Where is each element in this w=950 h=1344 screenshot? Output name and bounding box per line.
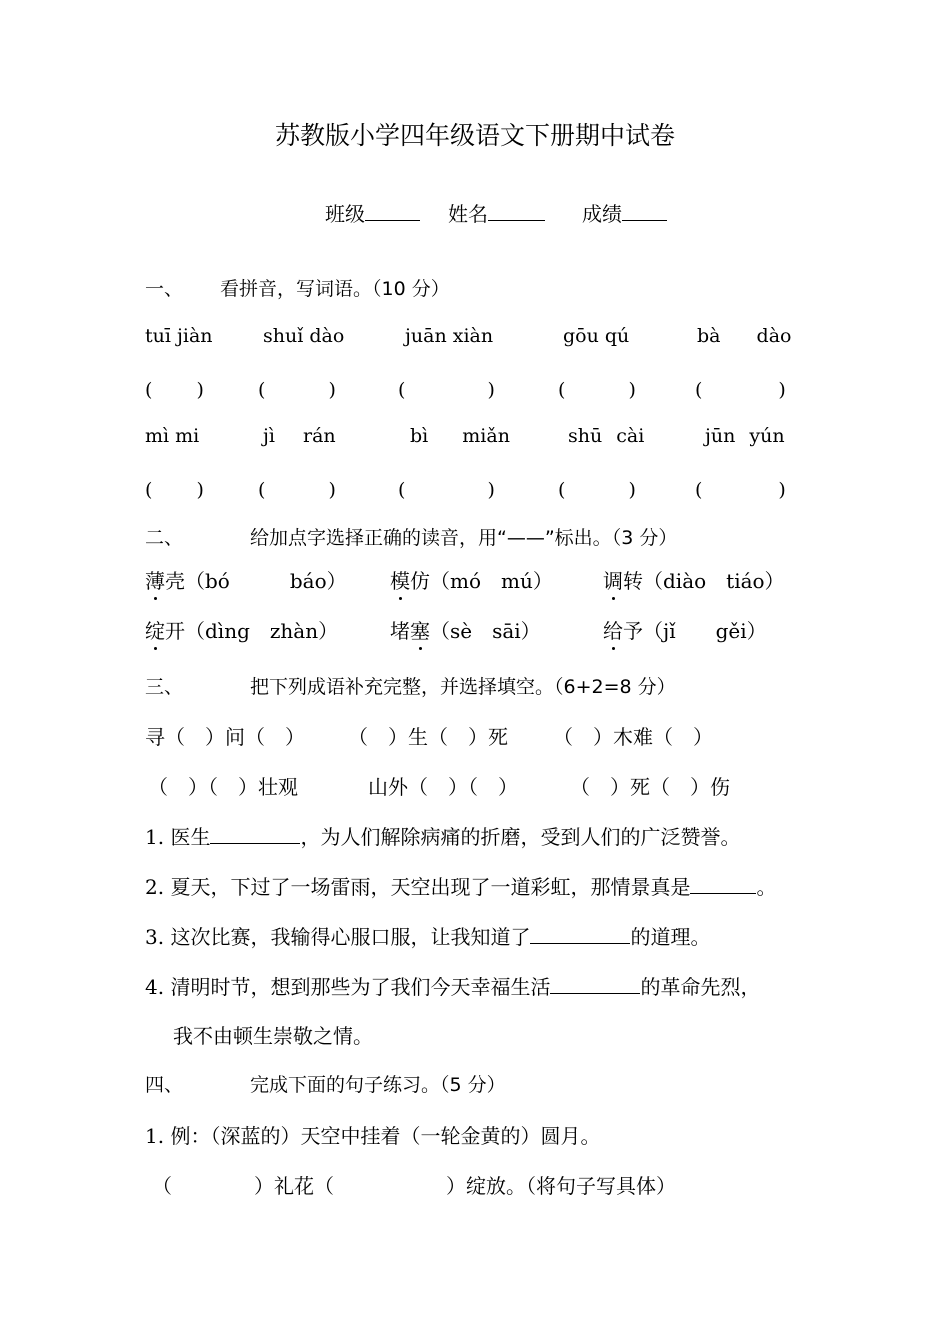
score-label: 成绩 bbox=[582, 202, 622, 226]
answer-paren-4[interactable]: ( ) bbox=[558, 379, 636, 401]
reading-item-mofang: 模仿（mó mú） bbox=[390, 565, 553, 594]
name-field bbox=[448, 198, 545, 227]
fill-question-4: 4. 清明时节，想到那些为了我们今天幸福生活 的革命先烈， bbox=[145, 971, 760, 1000]
answer-paren-3[interactable]: ( ) bbox=[398, 379, 495, 401]
page-title: 苏教版小学四年级语文下册期中试卷 bbox=[274, 121, 675, 150]
idiom-shengsi[interactable]: （ ）生（ ）死 bbox=[348, 725, 508, 749]
reading-item-zhankai: 绽开（dìng zhàn） bbox=[145, 615, 338, 644]
section4-heading: 完成下面的句子练习。（5 分） bbox=[250, 1074, 506, 1096]
fill-question-3: 3. 这次比赛，我输得心服口服，让我知道了 的道理。 bbox=[145, 921, 710, 950]
pinyin-shuidao: shuǐ dào bbox=[263, 325, 345, 347]
class-label: 班级 bbox=[325, 202, 365, 226]
fill-blank-1[interactable] bbox=[210, 821, 300, 844]
section1-number: 一、 bbox=[145, 278, 184, 300]
idiom-munan[interactable]: （ ）木难（ ） bbox=[553, 725, 713, 749]
fill-blank-3[interactable] bbox=[530, 921, 630, 944]
pinyin-tuijian: tuī jiàn bbox=[145, 325, 213, 347]
section2-heading: 给加点字选择正确的读音，用“——”标出。（3 分） bbox=[250, 527, 678, 549]
fill-blank-2[interactable] bbox=[690, 871, 756, 894]
section3-heading: 把下列成语补充完整，并选择填空。（6+2=8 分） bbox=[250, 676, 676, 698]
idiom-sishang[interactable]: （ ）死（ ）伤 bbox=[570, 775, 730, 799]
fill-question-2: 2. 夏天，下过了一场雷雨，天空出现了一道彩虹，那情景真是 。 bbox=[145, 871, 776, 900]
section2-number: 二、 bbox=[145, 527, 184, 549]
fill-blank-4[interactable] bbox=[550, 971, 640, 994]
sentence-example: 1. 例：（深蓝的）天空中挂着（一轮金黄的）圆月。 bbox=[145, 1124, 601, 1148]
idiom-zhuangguan[interactable]: （ ）（ ）壮观 bbox=[148, 775, 298, 799]
class-blank[interactable] bbox=[365, 200, 420, 221]
section1-heading: 看拼音，写词语。（10 分） bbox=[220, 278, 450, 300]
reading-item-diaozhuan: 调转（diào tiáo） bbox=[603, 565, 785, 594]
section3-number: 三、 bbox=[145, 676, 184, 698]
pinyin-badao: bà dào bbox=[697, 325, 792, 347]
pinyin-jiran: jì rán bbox=[263, 425, 336, 447]
fill-question-1: 1. 医生 ，为人们解除病痛的折磨，受到人们的广泛赞誉。 bbox=[145, 821, 740, 850]
score-field bbox=[582, 198, 667, 227]
sentence-task: （ ）礼花（ ）绽放。（将句子写具体） bbox=[152, 1174, 676, 1198]
pinyin-mimi: mì mi bbox=[145, 425, 200, 447]
name-blank[interactable] bbox=[488, 200, 545, 221]
idiom-xunwen[interactable]: 寻（ ）问（ ） bbox=[145, 725, 305, 749]
reading-item-jiyu: 给予（jǐ gěi） bbox=[603, 615, 767, 644]
section4-number: 四、 bbox=[145, 1074, 184, 1096]
answer-paren-6[interactable]: ( ) bbox=[145, 479, 204, 501]
answer-paren-8[interactable]: ( ) bbox=[398, 479, 495, 501]
answer-paren-7[interactable]: ( ) bbox=[258, 479, 336, 501]
pinyin-gouqu: gōu qú bbox=[563, 325, 630, 347]
fill-question-4-cont: 我不由顿生崇敬之情。 bbox=[173, 1024, 373, 1048]
idiom-shanwai[interactable]: 山外（ ）（ ） bbox=[368, 775, 518, 799]
reading-item-boke: 薄壳（bó báo） bbox=[145, 565, 347, 594]
pinyin-juanxian: juān xiàn bbox=[405, 325, 494, 347]
score-blank[interactable] bbox=[622, 200, 667, 221]
name-label: 姓名 bbox=[448, 202, 488, 226]
answer-paren-9[interactable]: ( ) bbox=[558, 479, 636, 501]
answer-paren-1[interactable]: ( ) bbox=[145, 379, 204, 401]
pinyin-junyun: jūn yún bbox=[705, 425, 785, 447]
answer-paren-2[interactable]: ( ) bbox=[258, 379, 336, 401]
pinyin-bimian: bì miǎn bbox=[410, 425, 510, 447]
pinyin-shucai: shū cài bbox=[568, 425, 645, 447]
answer-paren-10[interactable]: ( ) bbox=[695, 479, 786, 501]
class-field bbox=[325, 198, 420, 227]
answer-paren-5[interactable]: ( ) bbox=[695, 379, 786, 401]
reading-item-dusai: 堵塞（sè sāi） bbox=[390, 615, 541, 644]
